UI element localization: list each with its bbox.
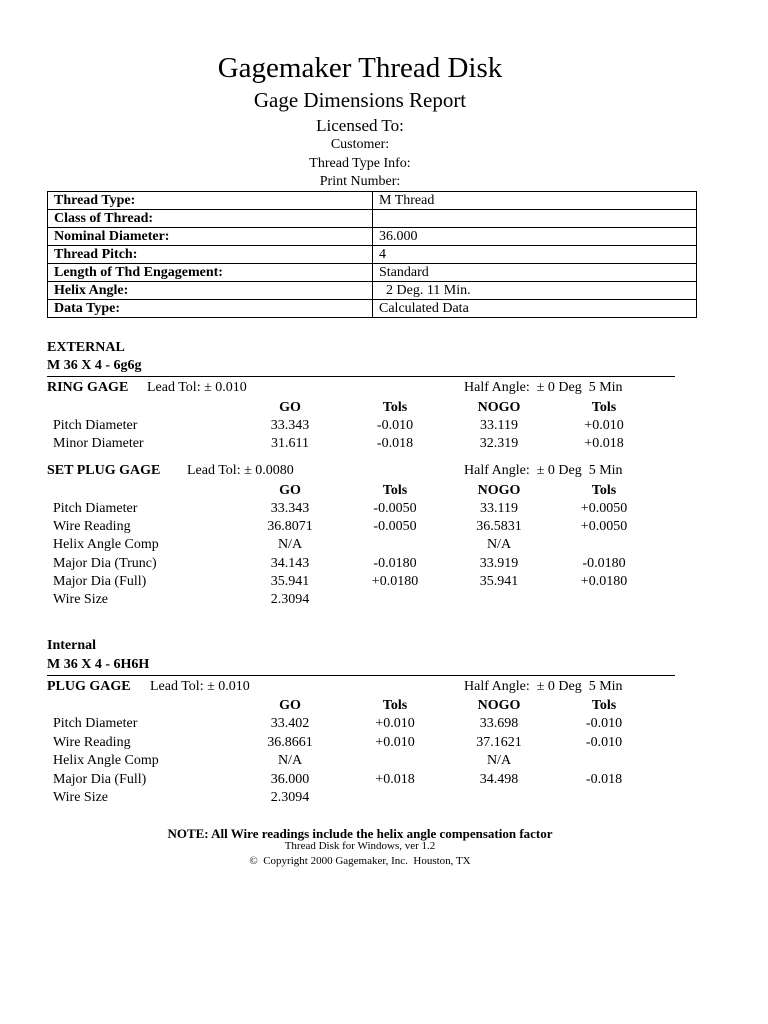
go-value: 33.343 [270,501,310,516]
ring-gage-title: RING GAGE [47,380,129,395]
set-plug-gage-lead-tol: Lead Tol: ± 0.0080 [187,463,294,478]
info-value: 4 [373,246,697,264]
col-header-go: GO [279,400,301,415]
row-label: Wire Size [53,592,109,607]
info-label: Thread Pitch: [48,246,373,264]
col-header-tols2: Tols [591,400,617,415]
info-label: Thread Type: [48,192,373,210]
col-header-tols2: Tols [591,483,617,498]
go-value: 35.941 [270,574,310,589]
go-value: 2.3094 [270,592,310,607]
report-subtitle: Gage Dimensions Report [253,88,467,112]
table-row [48,246,697,264]
wire-reading-note: NOTE: All Wire readings include the helix angle compensation factor [167,826,553,841]
table-row [48,264,697,282]
col-header-go: GO [279,483,301,498]
nogo-value: 35.941 [479,574,519,589]
col-header-tols2: Tols [591,698,617,713]
tols2-value: +0.0180 [580,574,628,589]
external-designation: M 36 X 4 - 6g6g [47,358,142,373]
row-label: Pitch Diameter [53,716,138,731]
tols2-value: +0.0050 [580,501,628,516]
licensed-to-label: Licensed To: [316,116,404,135]
tols-value: +0.018 [375,772,415,787]
set-plug-gage-title: SET PLUG GAGE [47,463,161,478]
tols2-value: -0.0180 [582,556,626,571]
go-value: N/A [277,537,303,552]
row-label: Wire Size [53,790,109,805]
tols2-value: -0.018 [585,772,623,787]
plug-gage-lead-tol: Lead Tol: ± 0.010 [150,679,250,694]
col-header-tols: Tols [382,483,408,498]
tols-value: -0.010 [376,418,414,433]
go-value: 33.402 [270,716,310,731]
info-value: 36.000 [373,228,697,246]
go-value: N/A [277,753,303,768]
go-value: 33.343 [270,418,310,433]
info-value: 2 Deg. 11 Min. [373,282,697,300]
nogo-value: 33.698 [479,716,519,731]
info-value: Calculated Data [373,300,697,318]
ring-gage-half-angle: Half Angle: ± 0 Deg 5 Min [464,380,623,395]
tols2-value: +0.0050 [580,519,628,534]
info-value: M Thread [373,192,697,210]
row-label: Pitch Diameter [53,418,138,433]
tols2-value: +0.010 [584,418,624,433]
info-label: Class of Thread: [48,210,373,228]
tols-value: -0.018 [376,436,414,451]
info-label: Length of Thd Engagement: [48,264,373,282]
row-label: Wire Reading [53,735,131,750]
row-label: Helix Angle Comp [53,753,159,768]
table-row [48,300,697,318]
set-plug-gage-half-angle: Half Angle: ± 0 Deg 5 Min [464,463,623,478]
internal-heading: Internal [47,638,96,653]
tols-value: +0.0180 [371,574,419,589]
tols2-value: -0.010 [585,735,623,750]
go-value: 36.8071 [267,519,313,534]
nogo-value: N/A [486,537,512,552]
col-header-nogo: NOGO [477,483,521,498]
table-row [48,282,697,300]
go-value: 36.000 [270,772,310,787]
external-heading: EXTERNAL [47,340,125,355]
table-row [48,228,697,246]
info-label: Nominal Diameter: [48,228,373,246]
report-title: Gagemaker Thread Disk [217,52,503,84]
col-header-tols: Tols [382,400,408,415]
nogo-value: 34.498 [479,772,519,787]
row-label: Helix Angle Comp [53,537,159,552]
divider [47,376,675,377]
nogo-value: 33.919 [479,556,519,571]
nogo-value: 32.319 [479,436,519,451]
divider [47,675,675,676]
col-header-go: GO [279,698,301,713]
info-value: Standard [373,264,697,282]
table-row [48,210,697,228]
tols-value: -0.0050 [373,501,417,516]
plug-gage-half-angle: Half Angle: ± 0 Deg 5 Min [464,679,623,694]
tols2-value: +0.018 [584,436,624,451]
row-label: Wire Reading [53,519,131,534]
col-header-nogo: NOGO [477,698,521,713]
version-text: Thread Disk for Windows, ver 1.2 [284,840,436,852]
customer-label: Customer: [330,137,390,152]
thread-info-table [47,191,697,318]
thread-type-info-label: Thread Type Info: [309,156,411,171]
internal-designation: M 36 X 4 - 6H6H [47,657,150,672]
col-header-nogo: NOGO [477,400,521,415]
row-label: Major Dia (Full) [53,772,147,787]
info-label: Data Type: [48,300,373,318]
row-label: Minor Diameter [53,436,144,451]
row-label: Major Dia (Trunc) [53,556,157,571]
info-label: Helix Angle: [48,282,373,300]
row-label: Major Dia (Full) [53,574,147,589]
tols-value: +0.010 [375,735,415,750]
go-value: 34.143 [270,556,310,571]
nogo-value: N/A [486,753,512,768]
go-value: 36.8661 [267,735,313,750]
nogo-value: 37.1621 [476,735,522,750]
nogo-value: 36.5831 [476,519,522,534]
table-row [48,192,697,210]
info-value [373,210,697,228]
tols2-value: -0.010 [585,716,623,731]
row-label: Pitch Diameter [53,501,138,516]
plug-gage-title: PLUG GAGE [47,679,131,694]
ring-gage-lead-tol: Lead Tol: ± 0.010 [147,380,247,395]
tols-value: +0.010 [375,716,415,731]
go-value: 31.611 [271,436,309,451]
nogo-value: 33.119 [480,501,518,516]
nogo-value: 33.119 [480,418,518,433]
tols-value: -0.0180 [373,556,417,571]
col-header-tols: Tols [382,698,408,713]
go-value: 2.3094 [270,790,310,805]
copyright-text: © Copyright 2000 Gagemaker, Inc. Houston, TX [249,855,471,867]
tols-value: -0.0050 [373,519,417,534]
print-number-label: Print Number: [319,174,401,189]
